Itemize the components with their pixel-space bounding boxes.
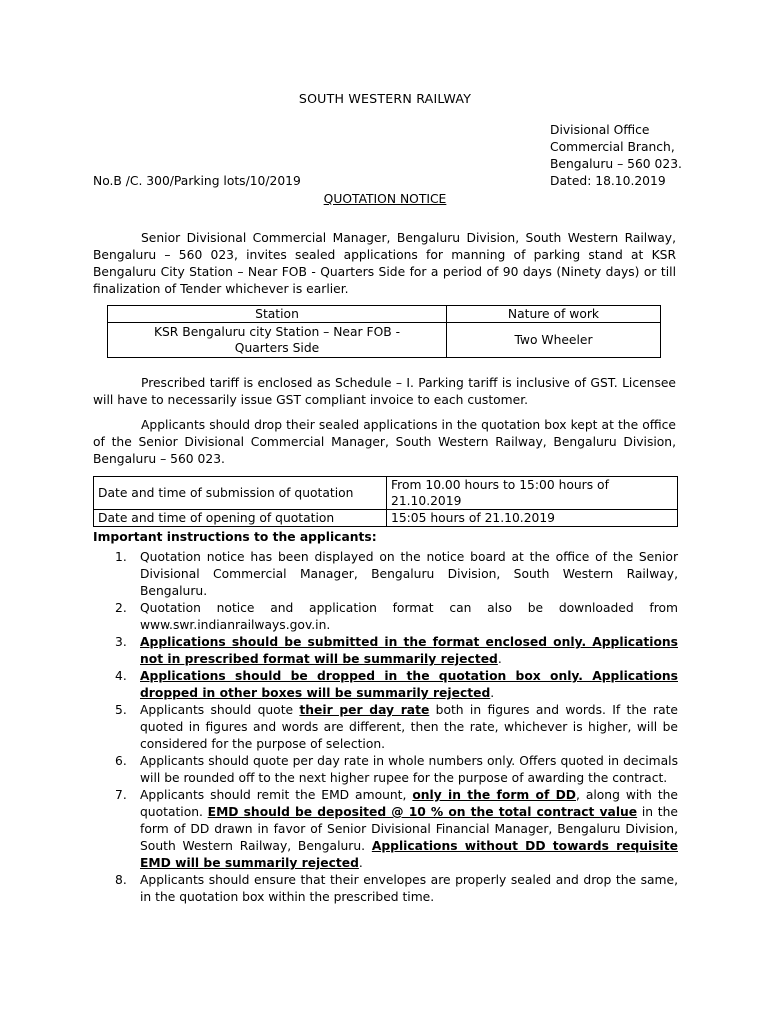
item-text: both in figures and words. If the rate quoted in figures and words are different, then the rate, whichever is higher, will be considered for the purpose of selection. — [140, 703, 678, 751]
instructions-list — [93, 549, 678, 906]
office-line: Commercial Branch, — [550, 140, 675, 154]
instructions-heading: Important instructions to the applicants: — [93, 530, 377, 544]
list-item — [93, 787, 678, 872]
item-text: Quotation notice has been displayed on the notice board at the office of the Senior Divisional Commercial Manager, Bengaluru Division, South Western Railway, Bengaluru. — [140, 550, 678, 598]
tariff-paragraph: Prescribed tariff is enclosed as Schedule – I. Parking tariff is inclusive of GST. Licensee will have to necessarily issue GST compliant invoice to each customer. — [93, 376, 676, 407]
item-number: 4. — [115, 669, 127, 683]
schedule-value: From 10.00 hours to 15:00 hours of 21.10.2019 — [387, 477, 678, 510]
item-emphasis: Applications should be submitted in the format enclosed only. Applications not in prescribed format will be summarily rejected — [140, 635, 678, 666]
list-item — [93, 549, 678, 600]
item-text: in the form of DD drawn in favor of Senior Divisional Financial Manager, Bengaluru Division, South Western Railway, Bengaluru. — [140, 805, 678, 853]
notice-title: QUOTATION NOTICE — [323, 192, 447, 206]
office-line: Bengaluru – 560 023. — [550, 157, 682, 171]
item-number: 7. — [115, 788, 127, 802]
item-number: 3. — [115, 635, 127, 649]
table-row — [108, 323, 661, 358]
organization-title: SOUTH WESTERN RAILWAY — [298, 91, 472, 106]
schedule-label: Date and time of submission of quotation — [94, 477, 387, 510]
notice-date: Dated: 18.10.2019 — [550, 174, 666, 188]
item-number: 5. — [115, 703, 127, 717]
item-text: Applicants should remit the EMD amount, — [140, 788, 413, 802]
office-line: Divisional Office — [550, 123, 650, 137]
table-row — [94, 477, 678, 510]
schedule-label: Date and time of opening of quotation — [94, 510, 387, 527]
item-number: 6. — [115, 754, 127, 768]
table-header-cell: Nature of work — [447, 306, 661, 323]
item-text: . — [490, 686, 495, 700]
item-number: 2. — [115, 601, 127, 615]
list-item — [93, 872, 678, 906]
list-item — [93, 634, 678, 668]
item-emphasis: Applications should be dropped in the quotation box only. Applications dropped in other boxes will be summarily rejected — [140, 669, 678, 700]
work-cell: Two Wheeler — [447, 323, 661, 358]
item-text: . — [358, 856, 363, 870]
table-row — [94, 510, 678, 527]
item-number: 1. — [115, 550, 127, 564]
table-header-cell: Station — [108, 306, 447, 323]
item-text: , along with the quotation. — [140, 788, 678, 819]
table-header-row — [108, 306, 661, 323]
list-item — [93, 753, 678, 787]
list-item — [93, 668, 678, 702]
list-item — [93, 600, 678, 634]
work-table — [107, 305, 661, 358]
item-text: Applicants should quote per day rate in whole numbers only. Offers quoted in decimals will be rounded off to the next higher rupee for the purpose of awarding the contract. — [140, 754, 678, 785]
item-text: Quotation notice and application format can also be downloaded from www.swr.indianrailways.gov.in. — [140, 601, 678, 632]
office-address — [550, 122, 682, 173]
schedule-value: 15:05 hours of 21.10.2019 — [387, 510, 678, 527]
list-item — [93, 702, 678, 753]
item-text: . — [497, 652, 502, 666]
item-emphasis: EMD should be deposited @ 10 % on the total contract value — [207, 805, 638, 819]
item-text: Applicants should quote — [140, 703, 300, 717]
item-emphasis: their per day rate — [299, 703, 430, 717]
station-cell: KSR Bengaluru city Station – Near FOB - Quarters Side — [108, 323, 447, 358]
item-text: Applicants should ensure that their envelopes are properly sealed and drop the same, in the quotation box within the prescribed time. — [140, 873, 678, 904]
intro-paragraph: Senior Divisional Commercial Manager, Bengaluru Division, South Western Railway, Bengaluru – 560 023, invites sealed applications for manning of parking stand at KSR Bengaluru City Station – Near FOB - Quarters Side for a period of 90 days (Ninety days) or till finalization of Tender whichever is earlier. — [93, 231, 676, 296]
reference-number: No.B /C. 300/Parking lots/10/2019 — [93, 174, 301, 188]
item-emphasis: Applications without DD towards requisite EMD will be summarily rejected — [140, 839, 678, 870]
drop-paragraph: Applicants should drop their sealed applications in the quotation box kept at the office of the Senior Divisional Commercial Manager, South Western Railway, Bengaluru Division, Bengaluru – 560 023. — [93, 418, 676, 466]
item-number: 8. — [115, 873, 127, 887]
schedule-table — [93, 476, 678, 527]
item-emphasis: only in the form of DD — [412, 788, 577, 802]
